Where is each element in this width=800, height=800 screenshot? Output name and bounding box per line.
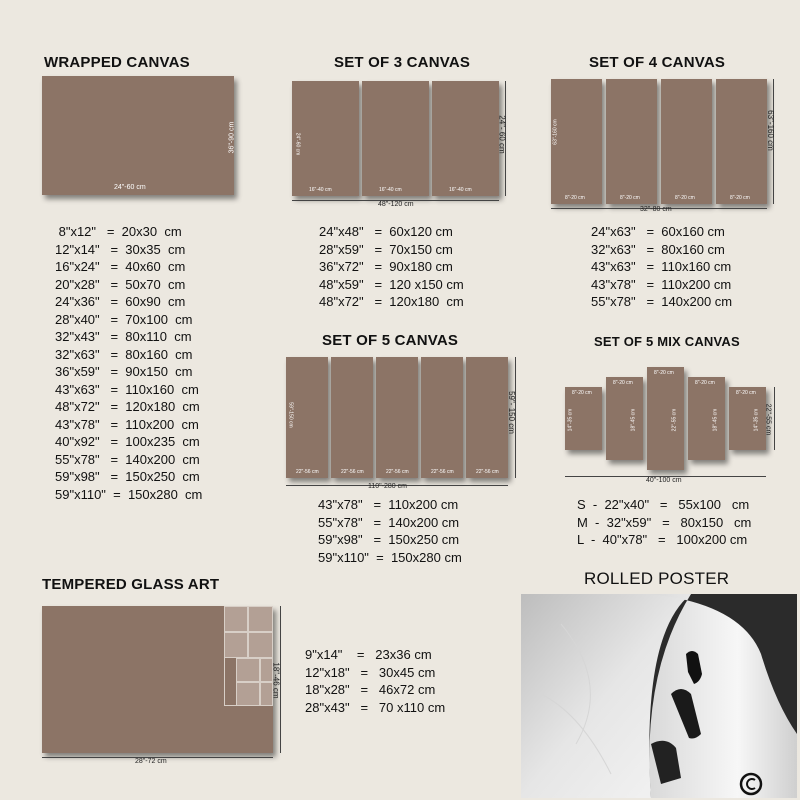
- size-row: 36"x59" = 90x150 cm: [55, 364, 193, 379]
- set5-size-list: [318, 496, 462, 566]
- size-row: 55"x78" = 140x200 cm: [318, 514, 460, 530]
- set4-panel-height-label: 63"-160 cm: [552, 119, 559, 145]
- glass-reflection-pane: [224, 606, 248, 632]
- rolled-poster-image: [521, 594, 797, 798]
- size-row: 43"x63" = 110x160 cm: [55, 381, 199, 397]
- mix5-panel-top-label: 8"-20 cm: [654, 370, 674, 376]
- size-row: 55"x78" = 140x200 cm: [591, 294, 733, 309]
- set4-width-label: 32"-80 cm: [640, 206, 672, 213]
- wrapped-canvas-panel: [42, 76, 234, 195]
- glass-title: TEMPERED GLASS ART: [42, 576, 220, 593]
- size-row: 55"x78" = 140x200 cm: [55, 451, 200, 467]
- set5-panel-label: 22"-56 cm: [476, 469, 499, 475]
- size-row: 59"x98" = 150x250 cm: [318, 532, 460, 547]
- size-row: 8"x12" = 20x30 cm: [55, 224, 182, 239]
- glass-reflection-pane: [248, 632, 273, 658]
- glass-reflection-pane: [236, 682, 260, 706]
- set3-panel-2: [362, 81, 429, 196]
- size-row: 24"x36" = 60x90 cm: [55, 294, 186, 309]
- size-row: 43"x78" = 110x200 cm: [318, 497, 459, 512]
- set5-panel-label: 22"-56 cm: [386, 469, 409, 475]
- set5-title: SET OF 5 CANVAS: [322, 332, 459, 349]
- size-row: 28"x59" = 70x150 cm: [319, 241, 453, 257]
- size-row: 16"x24" = 40x60 cm: [55, 259, 186, 274]
- wrapped-size-list: [55, 223, 202, 503]
- mix5-title: SET OF 5 MIX CANVAS: [594, 334, 740, 349]
- set4-height-label: 63"-160 cm: [765, 110, 775, 151]
- mix5-panel-side-label: 14"-35 cm: [753, 408, 760, 432]
- size-row: 32"x63" = 80x160 cm: [591, 241, 725, 257]
- size-row: 59"x110" = 150x280 cm: [318, 549, 462, 565]
- glass-reflection-pane: [224, 632, 248, 658]
- set4-panel-3: [661, 79, 712, 204]
- mix5-width-label: 40"-100 cm: [646, 477, 682, 484]
- size-row: 20"x28" = 50x70 cm: [55, 276, 186, 292]
- size-row: 48"x72" = 120x180 cm: [319, 294, 464, 309]
- set3-panel-1: [292, 81, 359, 196]
- set5-panel-height-label: 59"-150 cm: [287, 402, 294, 428]
- mix5-panel-top-label: 8"-20 cm: [695, 380, 715, 386]
- size-row: 43"x78" = 110x200 cm: [55, 416, 199, 432]
- mix5-panel-top-label: 8"-20 cm: [572, 390, 592, 396]
- set4-panel-2: [606, 79, 657, 204]
- set4-panel-label: 8"-20 cm: [730, 195, 750, 201]
- set4-panel-label: 8"-20 cm: [565, 195, 585, 201]
- size-row: 43"x78" = 110x200 cm: [591, 276, 732, 292]
- mix5-panel-4: [688, 377, 725, 460]
- size-row: 24"x48" = 60x120 cm: [319, 224, 453, 239]
- size-row: 32"x63" = 80x160 cm: [55, 346, 193, 362]
- mix5-panel-5: [729, 387, 766, 450]
- size-row: 48"x72" = 120x180 cm: [55, 399, 200, 414]
- size-row: 59"x98" = 150x250 cm: [55, 469, 200, 484]
- mix5-panel-top-label: 8"-20 cm: [613, 380, 633, 386]
- glass-panel: [42, 606, 273, 753]
- size-row: 59"x110" = 150x280 cm: [55, 486, 203, 502]
- size-row: 12"x18" = 30x45 cm: [305, 664, 436, 680]
- set5-panel-4: [421, 357, 463, 478]
- size-row: 24"x63" = 60x160 cm: [591, 224, 725, 239]
- set3-panel-height-label: 24"-60 cm: [294, 132, 301, 156]
- set4-size-list: [591, 223, 732, 311]
- set3-title: SET OF 3 CANVAS: [334, 54, 471, 71]
- set5-panel-label: 22"-56 cm: [341, 469, 364, 475]
- mix5-height-line: [774, 387, 775, 450]
- set3-size-list: [319, 223, 464, 311]
- set4-panel-label: 8"-20 cm: [620, 195, 640, 201]
- glass-height-label: 18"-46 cm: [271, 662, 281, 699]
- set3-panel-label: 16"-40 cm: [309, 187, 332, 193]
- set5-panel-2: [331, 357, 373, 478]
- mix5-panel-side-label: 22"-55 cm: [671, 408, 678, 432]
- set3-width-label: 48"-120 cm: [378, 201, 414, 208]
- size-row: 9"x14" = 23x36 cm: [305, 647, 432, 662]
- set4-panel-4: [716, 79, 767, 204]
- mix5-panel-2: [606, 377, 643, 460]
- mix5-panel-1: [565, 387, 602, 450]
- mix5-height-label: 22"-55 cm: [764, 403, 772, 436]
- mix5-panel-top-label: 8"-20 cm: [736, 390, 756, 396]
- set4-title: SET OF 4 CANVAS: [589, 54, 726, 71]
- wrapped-canvas-title: WRAPPED CANVAS: [44, 54, 190, 71]
- size-row: 18"x28" = 46x72 cm: [305, 682, 436, 697]
- set3-panel-3: [432, 81, 499, 196]
- set4-panel-1: [551, 79, 602, 204]
- set5-panel-label: 22"-56 cm: [296, 469, 319, 475]
- glass-reflection-pane: [248, 606, 273, 632]
- size-row: 32"x43" = 80x110 cm: [55, 329, 192, 344]
- mix5-panel-side-label: 14"-35 cm: [567, 408, 574, 432]
- set5-panel-3: [376, 357, 418, 478]
- mix5-panel-side-label: 18"-45 cm: [712, 408, 719, 432]
- set5-height-label: 59"- 150 cm: [506, 391, 516, 434]
- mix5-size-list: [577, 496, 751, 549]
- set3-height-label: 24"- 60 cm: [497, 115, 507, 154]
- size-row: 28"x40" = 70x100 cm: [55, 311, 193, 327]
- set3-panel-label: 16"-40 cm: [449, 187, 472, 193]
- mix5-panel-side-label: 18"-45 cm: [630, 408, 637, 432]
- size-row: 36"x72" = 90x180 cm: [319, 259, 453, 274]
- glass-width-label: 28"-72 cm: [135, 758, 167, 765]
- glass-size-list: [305, 646, 445, 716]
- glass-reflection-pane: [236, 658, 260, 682]
- set3-panel-label: 16"-40 cm: [379, 187, 402, 193]
- set5-panel-1: [286, 357, 328, 478]
- size-row: M - 32"x59" = 80x150 cm: [577, 514, 752, 530]
- set5-panel-5: [466, 357, 508, 478]
- wrapped-height-label: 36"-90 cm: [228, 121, 236, 154]
- set4-panel-label: 8"-20 cm: [675, 195, 695, 201]
- poster-title: ROLLED POSTER: [584, 569, 730, 588]
- set5-width-label: 110"-280 cm: [368, 483, 407, 490]
- size-row: 12"x14" = 30x35 cm: [55, 241, 186, 257]
- size-row: 48"x59" = 120 x150 cm: [319, 276, 464, 292]
- set5-panel-label: 22"-56 cm: [431, 469, 454, 475]
- size-row: 40"x92" = 100x235 cm: [55, 434, 200, 449]
- size-row: 43"x63" = 110x160 cm: [591, 259, 732, 274]
- mix5-panel-3: [647, 367, 684, 470]
- rolled-poster-illustration: [521, 594, 797, 798]
- size-row: L - 40"x78" = 100x200 cm: [577, 532, 748, 547]
- size-row: S - 22"x40" = 55x100 cm: [577, 497, 750, 512]
- size-row: 28"x43" = 70 x110 cm: [305, 699, 446, 715]
- wrapped-width-label: 24"-60 cm: [114, 184, 146, 191]
